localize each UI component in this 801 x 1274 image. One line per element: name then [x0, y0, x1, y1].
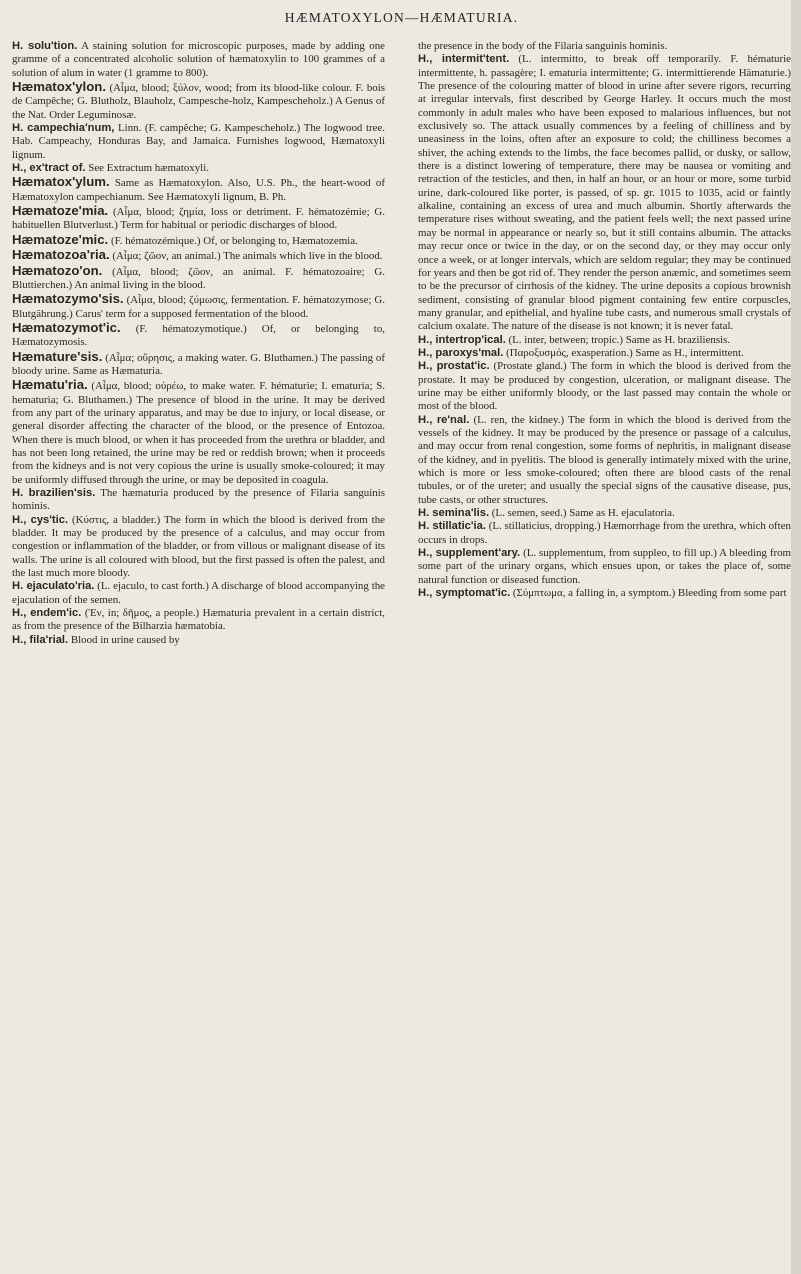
entry-definition: (Αἷμα; ζῶον, an animal.) The animals which live in the blood. — [109, 250, 383, 263]
dictionary-entry — [12, 175, 385, 204]
entry-definition: (Κύστις, a bladder.) The form in which the blood is derived from the bladder. It may be produced by the presence of a calculus, and may occur from congestion or inflammation of the bladder, or from villous or malignant disease of its walls. The urine is all coloured with blood, but the first passed is often the palest, and the last much more bloody. — [12, 513, 385, 580]
entry-headword: H., supplement'ary. — [418, 547, 521, 560]
dictionary-entry — [12, 122, 385, 162]
page-edge-shadow — [791, 0, 801, 1274]
dictionary-entry — [12, 248, 385, 263]
entry-definition: (L. ren, the kidney.) The form in which the blood is derived from the vessels of the kidney. It may be produced by the presence or passage of a calculus, and may occur from renal congestion, some forms of nephritis, in malignant disease of the kidney, and in pyelitis. The blood is generally intimately mixed with the urine, which is more or less smoke-coloured; often there are blood casts of the renal tubules, or of the ureter; and usually the special signs of the causative disease, pus, tube casts, or other structures. — [418, 413, 791, 506]
entry-headword: Hæmatozymot'ic. — [12, 319, 121, 335]
dictionary-entry — [12, 378, 385, 487]
entry-headword: Hæmatu'ria. — [12, 377, 88, 393]
entry-definition: (F. hématozémique.) Of, or belonging to, Hæmatozemia. — [108, 234, 358, 247]
entry-headword: Hæmatozymo'sis. — [12, 291, 124, 307]
dictionary-entry — [12, 634, 385, 647]
entry-headword: Hæmatoze'mic. — [12, 231, 109, 247]
running-head: HÆMATOXYLON—HÆMATURIA. — [284, 10, 519, 25]
dictionary-entry — [12, 233, 385, 248]
dictionary-entry — [12, 350, 385, 379]
entry-headword: H., paroxys'mal. — [418, 346, 504, 359]
entry-definition: (Prostate gland.) The form in which the blood is derived from the prostate. It may be produced by congestion, ulceration, or malignant disease. The urine may be either uniformly bloody, or the last passed may contain the whole or most of the blood. — [418, 360, 791, 413]
dictionary-entry — [418, 414, 791, 507]
entry-definition: (F. hématozymotique.) Of, or belonging to, Hæmatozymosis. — [12, 322, 385, 349]
entry-headword: Hæmature'sis. — [12, 348, 103, 364]
dictionary-entry — [418, 520, 791, 547]
entry-definition: (Σύμπτωμα, a falling in, a symptom.) Bleeding from some part — [510, 587, 787, 600]
entry-headword: Hæmatox'ylum. — [12, 174, 110, 190]
entry-headword: H., endem'ic. — [12, 607, 82, 620]
dictionary-entry — [418, 347, 791, 360]
dictionary-entry — [12, 580, 385, 607]
dictionary-entry — [418, 360, 791, 413]
dictionary-entry — [12, 80, 385, 122]
left-column — [12, 40, 385, 647]
dictionary-entry — [12, 264, 385, 293]
entry-definition: See Extractum hæmatoxyli. — [85, 162, 209, 175]
dictionary-entry — [418, 334, 791, 347]
entry-headword: H. stillatic'ia. — [418, 520, 486, 533]
dictionary-entry — [418, 507, 791, 520]
entry-definition: (Αἷμα, blood; ζύμωσις, fermentation. F. hématozymose; G. Blutgährung.) Carus' term for a supposed fermentation of the blood. — [12, 294, 385, 320]
dictionary-entry — [12, 607, 385, 634]
dictionary-entry — [418, 53, 791, 333]
entry-headword: H., ex'tract of. — [12, 162, 86, 175]
columns — [12, 40, 791, 647]
entry-definition: (Παροξυσμός, exasperation.) Same as H., intermittent. — [503, 346, 744, 359]
entry-definition: Linn. (F. campêche; G. Kampescheholz.) The logwood tree. Hab. Campeachy, Honduras Bay, and Jamaica. Furnishes logwood, Hæmatoxyli lignum. — [12, 122, 386, 161]
entry-headword: H. campechia'num, — [12, 122, 115, 135]
dictionary-entry — [12, 321, 385, 350]
entry-definition: Blood in urine caused by — [68, 633, 180, 646]
dictionary-entry — [418, 547, 791, 587]
entry-definition: (Αἷμα, blood; ξύλον, wood; from its blood-like colour. F. bois de Campêche; G. Blutholz, Blauholz, Campesche-holz, Kampescheholz.) A Genus of the Nat. Order Leguminosæ. — [12, 82, 385, 121]
entry-definition: (L. ejaculo, to cast forth.) A discharge of blood accompanying the ejaculation of the semen. — [12, 580, 386, 606]
entry-definition: (L. inter, between; tropic.) Same as H. braziliensis. — [505, 333, 731, 346]
dictionary-entry — [418, 40, 791, 53]
entry-headword: H. brazilien'sis. — [12, 487, 96, 499]
entry-headword: H., intertrop'ical. — [418, 333, 506, 346]
dictionary-entry — [12, 514, 385, 581]
entry-definition: (L. supplementum, from suppleo, to fill up.) A bleeding from some part of the urinary organs, which ensues upon, or takes the place of, some natural function or diseased function. — [418, 547, 791, 586]
entry-headword: H., fila'rial. — [12, 633, 69, 646]
entry-headword: H., cys'tic. — [12, 513, 69, 526]
entry-headword: H., prostat'ic. — [418, 360, 490, 373]
entry-definition: (Ἐν, in; δῆμος, a people.) Hæmaturia prevalent in a certain district, as from the presence of the Bilharzia hæmatobia. — [12, 607, 386, 633]
dictionary-entry — [12, 162, 385, 175]
entry-headword: Hæmatoze'mia. — [12, 203, 109, 219]
entry-definition: (L. intermitto, to break off temporarily. F. hématurie intermittente, h. passagère; I. ematuria intermittente; G. intermittierende Hämaturie.) The presence of the colouring matter of blood in urine after severe rigors, recurring at irregular intervals, first described by George Harley. It occurs much the most commonly in adult males who have been exposed to malarious influences, but not exclusively so. The attack usually commences by a feeling of chilliness and by uneasiness in the loins, often after an exposure to cold; the chilliness becomes a shiver, the aching extends to the limbs, the face becomes pallid, or dusky, or sallow, there is a distinct lowering of temperature, there may be nausea or vomiting and retraction of the testicles, and then, in half an hour, or an hour or more, some turbid urine, dark-coloured like porter, is passed, of sp. gr. 1015 to 1035, acid or faintly alkaline, containing an excess of urea and much albumin. Shortly afterwards the temperature rises without sweating, and the patient feels well; the next passed urine may be normal in appearance or nearly so, but it still contains albumin. The attacks may recur once or twice in the day, or on the second day, or they may occur only once a week, or at longer intervals, which are seldom regular; they may be continued for years and then be got rid of. They render the person anæmic, and sometimes seem to be the precursor of cirrhosis of the kidney. The urine deposits a copious brownish sediment, consisting of granular blood pigment containing few entire corpuscles, many granular, and epithelial, and hyaline tube casts, and numerous small crystals of calcium oxalate. The nature of the disease is not known; it is never fatal. — [418, 53, 791, 333]
entry-definition: (Αἷμα, blood; οὐρέω, to make water. F. hématurie; I. ematuria; S. hematuria; G. Bluthamen.) The presence of blood in the urine. It may be derived from any part of the urinary apparatus, and may be due to injury, or local disease, or general disorder affecting the character of the blood, or the presence of Entozoa. When there is much blood, or when it has proceeded from the urethra or bladder, and has not been long retained, the urine may be red or reddish brown; when it proceeds from the kidneys and is not very copious the urine is usually smoke-coloured; it may be uniformly diffused through the urine, or may be deposited in coagula. — [12, 380, 385, 486]
entry-headword: Hæmatox'ylon. — [12, 79, 106, 95]
entry-headword: H. semina'lis. — [418, 507, 490, 520]
entry-definition: (L. semen, seed.) Same as H. ejaculatoria. — [489, 507, 675, 520]
entry-headword: H. ejaculato'ria. — [12, 580, 95, 593]
dictionary-entry — [12, 292, 385, 321]
dictionary-entry — [12, 40, 385, 80]
entry-definition: (L. stillaticius, dropping.) Hæmorrhage from the urethra, which often occurs in drops. — [418, 520, 791, 546]
entry-definition: (Αἷμα, blood; ζῶον, an animal. F. hématozoaire; G. Bluttierchen.) An animal living in the blood. — [12, 265, 385, 291]
entry-headword: H. solu'tion. — [12, 40, 78, 52]
dictionary-entry — [12, 487, 385, 514]
entry-definition: (Αἷμα, blood; ζημία, loss or detriment. F. hématozémie; G. habituellen Blutverlust.) Term for habitual or periodic discharges of blood. — [12, 206, 385, 232]
entry-definition: The hæmaturia produced by the presence of Filaria sanguinis hominis. — [12, 487, 385, 513]
dictionary-entry — [12, 204, 385, 233]
right-column — [418, 40, 791, 647]
entry-definition: A staining solution for microscopic purposes, made by adding one gramme of a concentrated alcoholic solution of hæmatoxylin to 100 grammes of a solution of alum in water (1 gramme to 800). — [12, 40, 385, 79]
entry-headword: Hæmatozo'on. — [12, 262, 103, 278]
entry-headword: H., symptomat'ic. — [418, 587, 511, 600]
entry-headword: H., re'nal. — [418, 413, 470, 426]
dictionary-entry — [418, 587, 791, 600]
entry-headword: H., intermit'tent. — [418, 53, 510, 66]
entry-headword: Hæmatozoa'ria. — [12, 247, 110, 263]
entry-definition: (Αἷμα; οὔρησις, a making water. G. Bluthamen.) The passing of bloody urine. Same as Hæmaturia. — [12, 351, 385, 377]
entry-definition: Same as Hæmatoxylon. Also, U.S. Ph., the heart-wood of Hæmatoxylon campechianum. See Hæmatoxyli lignum, B. Ph. — [12, 177, 385, 203]
entry-definition: the presence in the body of the Filaria sanguinis hominis. — [418, 40, 668, 52]
